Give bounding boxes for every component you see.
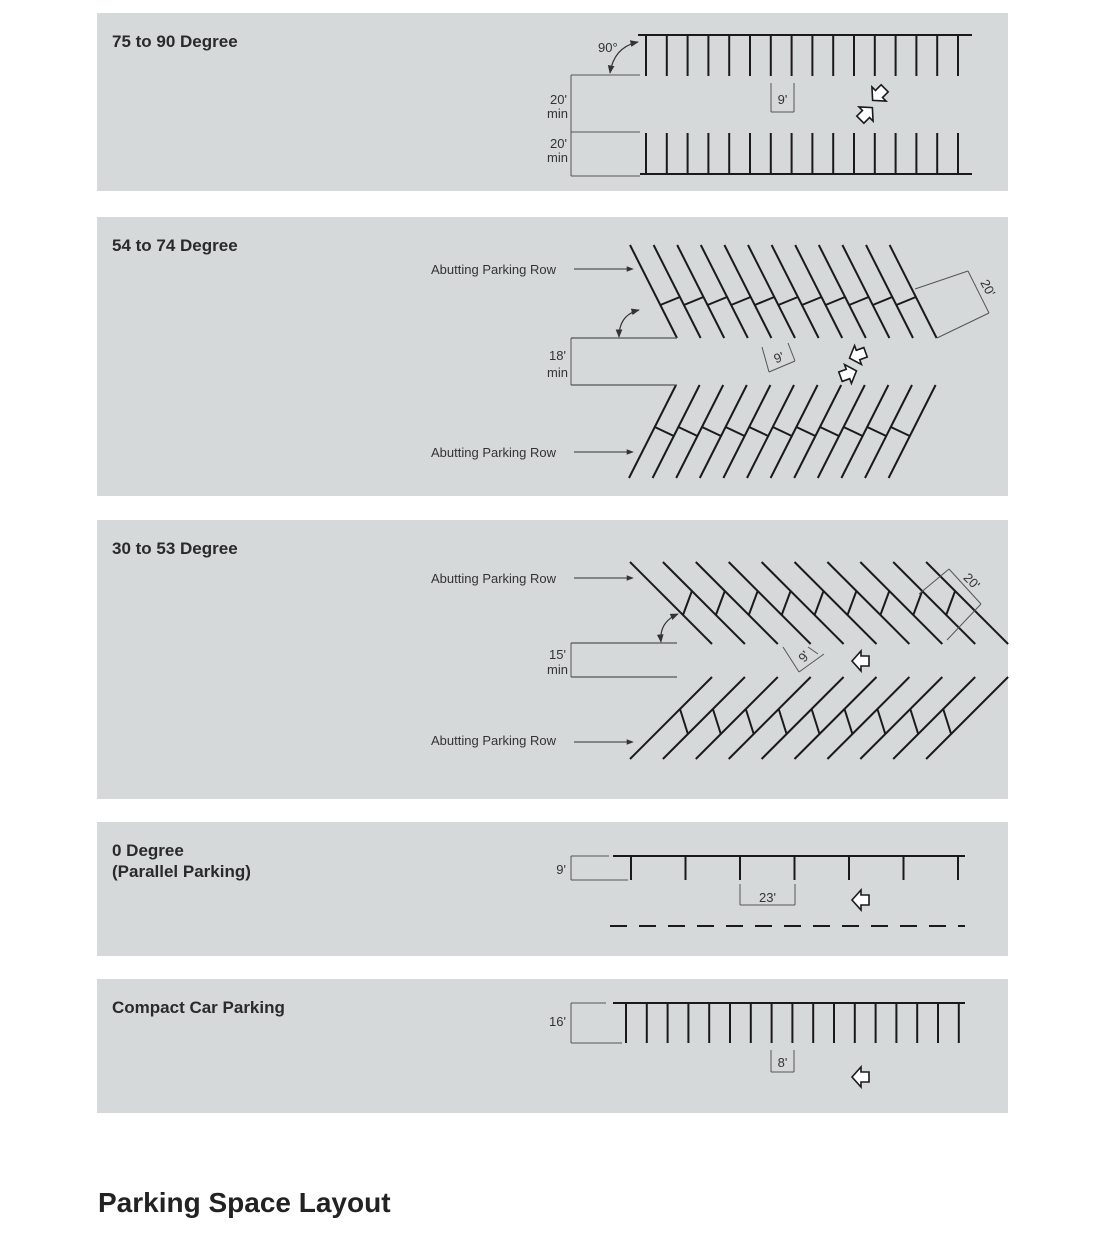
stall-depth-unit: min <box>547 150 568 165</box>
stall-line <box>860 677 942 759</box>
panel-title: 75 to 90 Degree <box>112 32 238 51</box>
stall-line <box>729 562 811 644</box>
stall-width-dimension: 9' <box>795 647 813 665</box>
stall-end-line <box>845 709 853 734</box>
stall-line <box>663 677 745 759</box>
stall-line <box>842 245 889 338</box>
aisle-dimension: 18' <box>549 348 566 363</box>
stall-line <box>795 245 842 338</box>
abutting-row-label: Abutting Parking Row <box>431 571 557 586</box>
stall-end-line <box>746 709 754 734</box>
stall-end-line <box>755 297 775 305</box>
diagram-30-53-degree <box>431 562 1008 759</box>
stall-end-line <box>867 427 886 436</box>
stall-end-line <box>873 297 893 305</box>
traffic-arrow-icon <box>866 81 892 107</box>
stall-end-line <box>896 297 916 305</box>
stall-line <box>819 245 866 338</box>
stall-end-line <box>749 591 758 615</box>
stall-end-line <box>782 591 791 615</box>
stall-width-dimension: 9' <box>771 348 787 367</box>
stall-end-line <box>913 591 922 615</box>
aisle-dimension-unit: min <box>547 662 568 677</box>
bottom-stall-row <box>629 385 936 478</box>
stall-end-line <box>779 709 787 734</box>
stall-line <box>663 562 745 644</box>
stall-line <box>893 677 975 759</box>
aisle-dimension-unit: min <box>547 365 568 380</box>
stall-end-line <box>716 591 725 615</box>
aisle-dimension: 15' <box>549 647 566 662</box>
stall-line <box>653 385 700 478</box>
stall-end-line <box>946 591 955 615</box>
stall-line <box>827 562 909 644</box>
stall-end-line <box>910 709 918 734</box>
stall-end-line <box>726 427 745 436</box>
diagram-compact <box>549 1003 965 1087</box>
stall-line <box>677 245 724 338</box>
stall-line <box>893 562 975 644</box>
stall-line <box>723 385 770 478</box>
stall-line <box>762 562 844 644</box>
stall-end-line <box>880 591 889 615</box>
stall-line <box>841 385 888 478</box>
stall-end-line <box>660 297 680 305</box>
traffic-arrow-icon <box>852 1067 869 1087</box>
stall-line <box>724 245 771 338</box>
abutting-row-label: Abutting Parking Row <box>431 733 557 748</box>
stall-end-line <box>773 427 792 436</box>
angle-label: 90° <box>598 40 618 55</box>
stall-line <box>860 562 942 644</box>
panel-title: 0 Degree (Parallel Parking) <box>112 841 251 881</box>
stall-line <box>827 677 909 759</box>
stall-line <box>762 677 844 759</box>
stall-end-line <box>749 427 768 436</box>
stall-line <box>865 385 912 478</box>
bottom-stall-row <box>630 677 1008 759</box>
stall-end-line <box>848 591 857 615</box>
stall-line <box>630 562 712 644</box>
stall-end-line <box>877 709 885 734</box>
stall-line <box>676 385 723 478</box>
aisle-dimension-unit: min <box>547 106 568 121</box>
stall-line <box>696 677 778 759</box>
stall-end-line <box>826 297 846 305</box>
stall-end-line <box>796 427 815 436</box>
stall-line <box>630 677 712 759</box>
stall-length-dimension: 20' <box>960 569 984 593</box>
stall-line <box>795 562 877 644</box>
stall-line <box>890 245 937 338</box>
stall-line <box>772 245 819 338</box>
traffic-arrow-icon <box>846 343 869 368</box>
stall-end-line <box>778 297 798 305</box>
stall-line <box>729 677 811 759</box>
stall-line <box>654 245 701 338</box>
angle-arc <box>661 614 678 642</box>
stall-width-dimension: 8' <box>777 1055 788 1070</box>
diagram-54-74-degree <box>431 245 999 478</box>
stall-depth-dimension: 9' <box>556 862 566 877</box>
page-title: Parking Space Layout <box>98 1187 391 1218</box>
stall-width-dimension: 9' <box>777 92 788 107</box>
stall-length-dimension: 23' <box>759 890 776 905</box>
stall-end-line <box>731 297 751 305</box>
diagram-90-degree <box>547 35 972 176</box>
stall-line <box>696 562 778 644</box>
stall-end-line <box>702 427 721 436</box>
stall-end-line <box>891 427 910 436</box>
stall-end-line <box>844 427 863 436</box>
stall-end-line <box>849 297 869 305</box>
diagram-parallel <box>556 856 965 926</box>
panel-title: 54 to 74 Degree <box>112 236 238 255</box>
stall-end-line <box>802 297 822 305</box>
traffic-arrow-icon <box>853 101 879 127</box>
stall-line <box>889 385 936 478</box>
stall-dividers <box>631 856 958 880</box>
stall-line <box>794 385 841 478</box>
stall-end-line <box>655 427 674 436</box>
stall-end-line <box>684 297 704 305</box>
stall-end-line <box>708 297 728 305</box>
stall-depth-dimension: 20' <box>550 136 567 151</box>
stall-line <box>701 245 748 338</box>
stall-dividers <box>626 1003 959 1043</box>
traffic-arrow-icon <box>852 890 869 910</box>
stall-line <box>629 385 676 478</box>
traffic-arrow-icon <box>837 362 860 387</box>
stall-line <box>818 385 865 478</box>
top-stall-row <box>630 562 1008 644</box>
stall-end-line <box>678 427 697 436</box>
stall-line <box>630 245 677 338</box>
top-stall-row <box>638 35 972 76</box>
stall-line <box>795 677 877 759</box>
stall-line <box>700 385 747 478</box>
traffic-arrow-icon <box>852 651 869 671</box>
abutting-row-label: Abutting Parking Row <box>431 262 557 277</box>
stall-line <box>748 245 795 338</box>
aisle-dimension: 20' <box>550 92 567 107</box>
stall-length-dimension: 20' <box>977 276 999 299</box>
abutting-row-label: Abutting Parking Row <box>431 445 557 460</box>
angle-arc <box>619 310 639 337</box>
stall-line <box>926 677 1008 759</box>
stall-end-line <box>683 591 692 615</box>
stall-end-line <box>820 427 839 436</box>
stall-end-line <box>943 709 951 734</box>
stall-line <box>866 245 913 338</box>
stall-depth-dimension: 16' <box>549 1014 566 1029</box>
top-stall-row <box>630 245 937 338</box>
stall-line <box>771 385 818 478</box>
stall-end-line <box>812 709 820 734</box>
stall-end-line <box>713 709 721 734</box>
stall-end-line <box>680 709 688 734</box>
bottom-stall-row <box>640 133 972 174</box>
panel-title: 30 to 53 Degree <box>112 539 238 558</box>
panel-title: Compact Car Parking <box>112 998 285 1017</box>
stall-line <box>747 385 794 478</box>
stall-end-line <box>815 591 824 615</box>
